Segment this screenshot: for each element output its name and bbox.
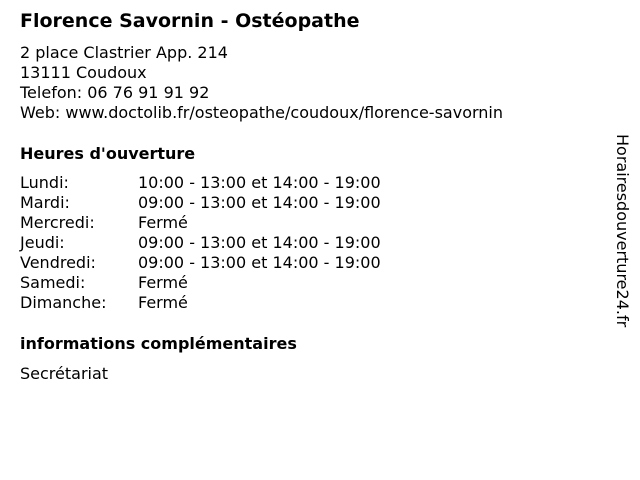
day-label: Samedi: xyxy=(20,273,86,292)
day-label: Jeudi: xyxy=(20,233,65,252)
phone-number: Telefon: 06 76 91 91 92 xyxy=(20,83,210,102)
hours-value: Fermé xyxy=(138,273,188,292)
hours-value: 09:00 - 13:00 et 14:00 - 19:00 xyxy=(138,193,381,212)
info-heading: informations complémentaires xyxy=(20,334,297,353)
hours-value: Fermé xyxy=(138,293,188,312)
hours-heading: Heures d'ouverture xyxy=(20,144,196,163)
hours-value: 09:00 - 13:00 et 14:00 - 19:00 xyxy=(138,253,381,272)
hours-value: Fermé xyxy=(138,213,188,232)
hours-value: 09:00 - 13:00 et 14:00 - 19:00 xyxy=(138,233,381,252)
website-link[interactable]: Web: www.doctolib.fr/osteopathe/coudoux/florence-savornin xyxy=(20,103,503,122)
city-address: 13111 Coudoux xyxy=(20,63,147,82)
hours-value: 10:00 - 13:00 et 14:00 - 19:00 xyxy=(138,173,381,192)
address-block xyxy=(20,43,503,123)
page-title: Florence Savornin - Ostéopathe xyxy=(20,10,360,32)
day-label: Lundi: xyxy=(20,173,69,192)
info-text: Secrétariat xyxy=(20,364,109,383)
day-label: Mardi: xyxy=(20,193,70,212)
day-label: Dimanche: xyxy=(20,293,107,312)
day-label: Vendredi: xyxy=(20,253,96,272)
street-address: 2 place Clastrier App. 214 xyxy=(20,43,228,62)
site-watermark: Horairesdouverture24.fr xyxy=(613,134,632,328)
day-label: Mercredi: xyxy=(20,213,95,232)
